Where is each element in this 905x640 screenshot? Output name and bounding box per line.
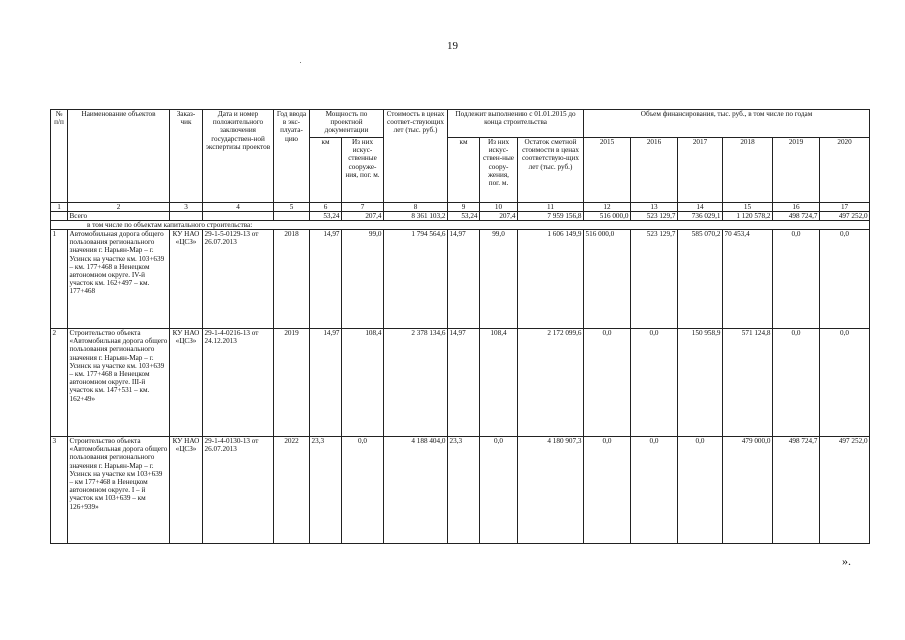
row-2015: 0,0 (584, 437, 631, 544)
row-name: Строительство объекта «Автомобильная дорога общего пользования регионального значения г. Нарьян-Мар – г. Усинск на участке км 103+639 – км 177+468 в Ненецком автономном округе. I – й участок км 103+639 – км 126+939» (68, 437, 170, 544)
header-remaining-cost: Остаток сметной стоимости в ценах соответствую-щих лет (тыс. руб.) (518, 138, 584, 203)
row-expertise: 29-1-5-0129-13 от 26.07.2013 (203, 230, 274, 329)
header-name: Наименование объектов (68, 110, 170, 203)
header-capacity: Мощность по проектной документации (310, 110, 384, 138)
total-value: 516 000,0 (584, 212, 631, 221)
row-capacity-structures: 108,4 (342, 329, 384, 437)
empty-cell (170, 212, 203, 221)
row-2017: 585 070,2 (678, 230, 723, 329)
row-name: Автомобильная дорога общего пользования регионального значения г. Нарьян-Мар – г. Усинск на участке км. 103+639 – км. 177+468 в Ненецком автономном округе. IV-й участок км. 162+497 – км. 177+468 (68, 230, 170, 329)
header-num: № п/п (51, 110, 68, 203)
header-year: Год ввода в экс-плуата-цию (274, 110, 310, 203)
column-number: 2 (68, 203, 170, 212)
scan-speck (300, 62, 301, 63)
total-value: 7 959 156,8 (518, 212, 584, 221)
total-value: 736 029,1 (678, 212, 723, 221)
row-2019: 0,0 (773, 230, 820, 329)
column-number: 11 (518, 203, 584, 212)
empty-cell (274, 212, 310, 221)
row-remaining-km: 14,97 (448, 329, 480, 437)
row-2020: 0,0 (820, 230, 870, 329)
row-2020: 497 252,0 (820, 437, 870, 544)
row-capacity-structures: 99,0 (342, 230, 384, 329)
empty-cell (203, 212, 274, 221)
header-year-2019: 2019 (773, 138, 820, 203)
table-row (51, 329, 870, 437)
total-value: 207,4 (480, 212, 518, 221)
row-2019: 0,0 (773, 329, 820, 437)
total-row (51, 212, 870, 221)
total-value: 207,4 (342, 212, 384, 221)
row-2018: 479 000,0 (723, 437, 773, 544)
row-2018: 571 124,8 (723, 329, 773, 437)
column-number-row (51, 203, 870, 212)
column-number: 5 (274, 203, 310, 212)
row-remaining-cost: 1 606 149,9 (518, 230, 584, 329)
row-2017: 150 958,9 (678, 329, 723, 437)
row-year: 2019 (274, 329, 310, 437)
header-year-2016: 2016 (631, 138, 678, 203)
total-value: 53,24 (448, 212, 480, 221)
row-2019: 498 724,7 (773, 437, 820, 544)
column-number: 6 (310, 203, 342, 212)
row-2018: 70 453,4 (723, 230, 773, 329)
row-customer: КУ НАО «ЦСЗ» (170, 230, 203, 329)
row-customer: КУ НАО «ЦСЗ» (170, 329, 203, 437)
row-2016: 0,0 (631, 329, 678, 437)
column-number: 3 (170, 203, 203, 212)
row-2016: 0,0 (631, 437, 678, 544)
total-value: 53,24 (310, 212, 342, 221)
row-remaining-km: 23,3 (448, 437, 480, 544)
column-number: 10 (480, 203, 518, 212)
total-value: 523 129,7 (631, 212, 678, 221)
header-year-2017: 2017 (678, 138, 723, 203)
header-cost: Стоимость в ценах соответ-ствующих лет (тыс. руб.) (384, 110, 448, 203)
row-capacity-km: 14,97 (310, 329, 342, 437)
row-name: Строительство объекта «Автомобильная дорога общего пользования регионального значения г. Нарьян-Мар – г. Усинск на участке км. 103+639 – км. 177+468 в Ненецком автономном округе. III-й участок км. 147+531 – км. 162+49» (68, 329, 170, 437)
header-year-2018: 2018 (723, 138, 773, 203)
empty-cell (51, 212, 68, 221)
row-2020: 0,0 (820, 329, 870, 437)
column-number: 4 (203, 203, 274, 212)
column-number: 17 (820, 203, 870, 212)
header-financing: Объем финансирования, тыс. руб., в том числе по годам (584, 110, 870, 138)
total-value: 498 724,7 (773, 212, 820, 221)
row-capacity-km: 23,3 (310, 437, 342, 544)
subheading: в том числе по объектам капитального строительства: (51, 221, 870, 230)
header-expertise: Дата и номер положительного заключения государствен-ной экспертизы проектов (203, 110, 274, 203)
header-capacity-structures: Из них искус-ственные сооруже-ния, пог. м. (342, 138, 384, 203)
header-customer: Заказ-чик (170, 110, 203, 203)
row-expertise: 29-1-4-0130-13 от 26.07.2013 (203, 437, 274, 544)
column-number: 15 (723, 203, 773, 212)
column-number: 12 (584, 203, 631, 212)
row-expertise: 29-1-4-0216-13 от 24.12.2013 (203, 329, 274, 437)
column-number: 13 (631, 203, 678, 212)
column-number: 7 (342, 203, 384, 212)
row-remaining-km: 14,97 (448, 230, 480, 329)
page-number: 19 (447, 40, 458, 52)
row-cost: 1 794 564,6 (384, 230, 448, 329)
row-2016: 523 129,7 (631, 230, 678, 329)
row-customer: КУ НАО «ЦСЗ» (170, 437, 203, 544)
row-remaining-cost: 4 180 907,3 (518, 437, 584, 544)
row-num: 2 (51, 329, 68, 437)
row-cost: 4 188 404,0 (384, 437, 448, 544)
column-number: 9 (448, 203, 480, 212)
total-value: 8 361 103,2 (384, 212, 448, 221)
row-year: 2018 (274, 230, 310, 329)
row-2015: 0,0 (584, 329, 631, 437)
financing-table (50, 109, 870, 544)
row-remaining-structures: 108,4 (480, 329, 518, 437)
row-remaining-cost: 2 172 099,6 (518, 329, 584, 437)
row-remaining-structures: 99,0 (480, 230, 518, 329)
header-remaining-structures: Из них искус-ствен-ные соору-жения, пог. м. (480, 138, 518, 203)
header-capacity-km: км (310, 138, 342, 203)
row-capacity-structures: 0,0 (342, 437, 384, 544)
closing-quote-mark: ». (842, 554, 851, 568)
row-num: 1 (51, 230, 68, 329)
total-value: 497 252,0 (820, 212, 870, 221)
column-number: 14 (678, 203, 723, 212)
column-number: 8 (384, 203, 448, 212)
header-year-2020: 2020 (820, 138, 870, 203)
total-label: Всего (68, 212, 170, 221)
row-year: 2022 (274, 437, 310, 544)
header-year-2015: 2015 (584, 138, 631, 203)
header-row-1 (51, 110, 870, 138)
header-remaining-km: км (448, 138, 480, 203)
column-number: 1 (51, 203, 68, 212)
subheading-row (51, 221, 870, 230)
row-capacity-km: 14,97 (310, 230, 342, 329)
row-cost: 2 378 134,6 (384, 329, 448, 437)
row-2017: 0,0 (678, 437, 723, 544)
table-row (51, 437, 870, 544)
table-row (51, 230, 870, 329)
total-value: 1 120 578,2 (723, 212, 773, 221)
header-remaining: Подлежит выполнению с 01.01.2015 до конца строительства (448, 110, 584, 138)
row-num: 3 (51, 437, 68, 544)
row-remaining-structures: 0,0 (480, 437, 518, 544)
row-2015: 516 000,0 (584, 230, 631, 329)
column-number: 16 (773, 203, 820, 212)
